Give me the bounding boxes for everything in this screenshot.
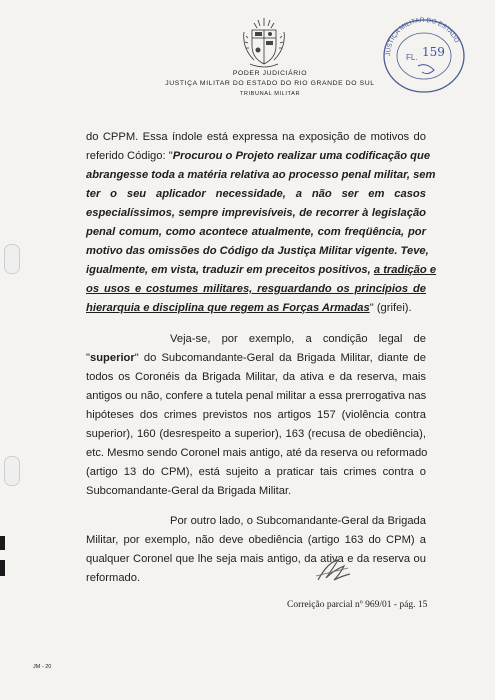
paragraph-2-line-3: todos os Coronéis da Brigada Militar, da ativa e da reserva, mais <box>86 371 426 383</box>
stamp-circle-text: JUSTIÇA MILITAR DO ESTADO <box>384 16 461 57</box>
paragraph-3-line-1: Por outro lado, o Subcomandante-Geral da Brigada <box>170 515 426 527</box>
edge-mark-1 <box>0 536 5 550</box>
header-line-2: JUSTIÇA MILITAR DO ESTADO DO RIO GRANDE DO SUL <box>165 80 375 87</box>
body-line-6: penal comum, como acontece atualmente, com freqüência, por <box>86 226 426 238</box>
body-line-2: referido Código: "Procurou o Projeto realizar uma codificação que <box>86 150 431 162</box>
form-code: JM - 20 <box>33 664 52 670</box>
coat-of-arms-icon <box>236 14 292 70</box>
paragraph-2-line-5: hipóteses dos crimes previstos nos artigos 157 (violência contra <box>86 409 426 421</box>
edge-mark-2 <box>0 560 5 576</box>
body-line-9: os usos e costumes militares, resguardando os princípios de <box>86 283 426 295</box>
body-line-4: ter o seu aplicador necessidade, a não ser em casos <box>86 188 426 200</box>
body-line-3: abrangesse toda a matéria relativa ao processo penal militar, sem <box>86 169 436 181</box>
paragraph-3-line-3: qualquer Coronel que lhe seja mais antigo, da ativa e da reserva ou <box>86 553 426 565</box>
paragraph-2-line-1: Veja-se, por exemplo, a condição legal de <box>170 333 426 345</box>
stamp-folio-number: 159 <box>422 45 445 59</box>
punch-hole-top <box>4 244 20 274</box>
paragraph-2-line-2: "superior" do Subcomandante-Geral da Brigada Militar, diante de <box>86 352 426 364</box>
body-line-8: igualmente, em vista, traduzir em preceitos positivos, a tradição e <box>86 264 437 276</box>
folio-stamp <box>378 12 470 96</box>
paragraph-2-line-4: antigos ou não, confere a tutela penal militar a essa prerrogativa nas <box>86 390 427 402</box>
header-line-1: PODER JUDICIÁRIO <box>232 70 308 77</box>
header-line-3: TRIBUNAL MILITAR <box>239 91 301 97</box>
stamp-folio-label: FL. <box>406 53 418 62</box>
body-line-5: especialíssimos, sempre imprevisíveis, de recorrer à legislação <box>86 207 426 219</box>
paragraph-2-line-6: superior), 160 (desrespeito a superior), 163 (recusa de obediência), <box>86 428 426 440</box>
body-line-10: hierarquia e disciplina que regem as Forças Armadas" (grifei). <box>86 302 412 314</box>
page-footer: Correição parcial nº 969/01 - pág. 15 <box>287 600 428 610</box>
paragraph-2-line-8: (artigo 13 do CPM), está sujeito a praticar tais crimes contra o <box>86 466 426 478</box>
body-line-1: do CPPM. Essa índole está expressa na exposição de motivos do <box>86 131 426 143</box>
paragraph-2-line-9: Subcomandante-Geral da Brigada Militar. <box>86 485 292 497</box>
paragraph-2-line-7: etc. Mesmo sendo Coronel mais antigo, até da reserva ou reformado <box>86 447 428 459</box>
punch-hole-bottom <box>4 456 20 486</box>
paragraph-3-line-2: Militar, por exemplo, não deve obediência (artigo 163 do CPM) a <box>86 534 426 546</box>
signature-initials <box>314 556 354 586</box>
paragraph-3-line-4: reformado. <box>86 572 141 584</box>
body-line-7: motivo das omissões do Código da Justiça Militar vigente. Teve, <box>86 245 429 257</box>
